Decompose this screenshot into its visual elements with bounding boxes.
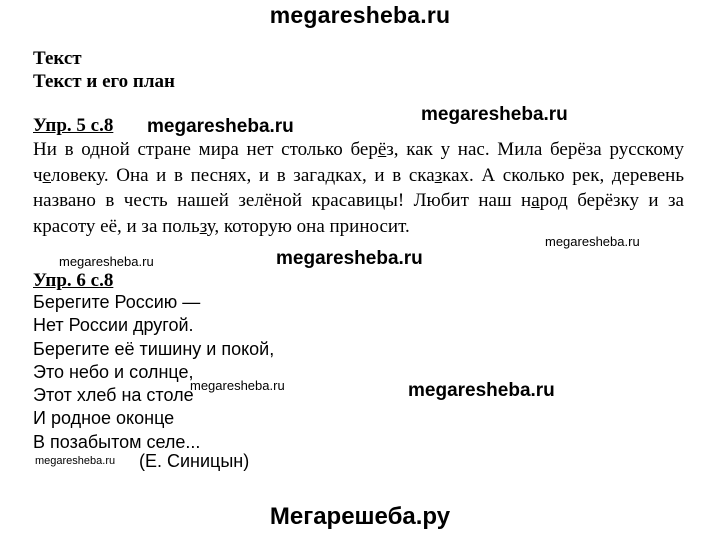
paragraph-line-4: красоту её, и за пользу, которую она приносит. [33,215,410,237]
poem-line: Берегите Россию — [33,292,201,312]
heading-text: Текст [33,48,82,69]
heading-text-plan: Текст и его план [33,71,175,92]
poem-line: Этот хлеб на столе [33,385,194,406]
watermark: megaresheba.ru [276,248,423,269]
site-header: megaresheba.ru [269,2,451,28]
poem-line: И родное оконце [33,408,175,429]
underlined-letter: з [434,164,443,186]
paragraph-line-1: Ни в одной стране мира нет столько берёз, как у нас. Мила берёза русскому [33,139,684,160]
underlined-letter: е [42,164,51,186]
watermark: megaresheba.ru [59,254,154,269]
poem-author: (Е. Синицын) [139,451,250,471]
watermark: megaresheba.ru [421,104,568,125]
watermark: megaresheba.ru [147,116,294,137]
poem-line: Берегите её тишину и покой, [33,338,275,359]
exercise-6-title: Упр. 6 с.8 [33,270,114,291]
poem-line: В позабытом селе... [33,431,201,452]
exercise-6-poem [33,291,274,454]
exercise-5-title: Упр. 5 с.8 [33,115,114,136]
paragraph-line-3: названо в честь нашей зелёной красавицы! Любит наш народ берёзку и за [33,190,684,211]
paragraph-line-2: человеку. Она и в песнях, и в загадках, и в сказках. А сколько рек, деревень [33,164,684,186]
poem-line: Нет России другой. [33,315,194,336]
exercise-5-paragraph [33,137,684,239]
site-footer: Мегарешеба.ру [269,503,451,530]
watermark: megaresheba.ru [190,378,285,393]
watermark: megaresheba.ru [545,234,640,249]
watermark: megaresheba.ru [35,455,116,467]
underlined-letter: а [531,190,540,211]
underlined-letter: ё [377,139,387,160]
watermark: megaresheba.ru [408,380,555,401]
poem-line: Это небо и солнце, [33,361,194,382]
underlined-letter: з [199,215,207,237]
